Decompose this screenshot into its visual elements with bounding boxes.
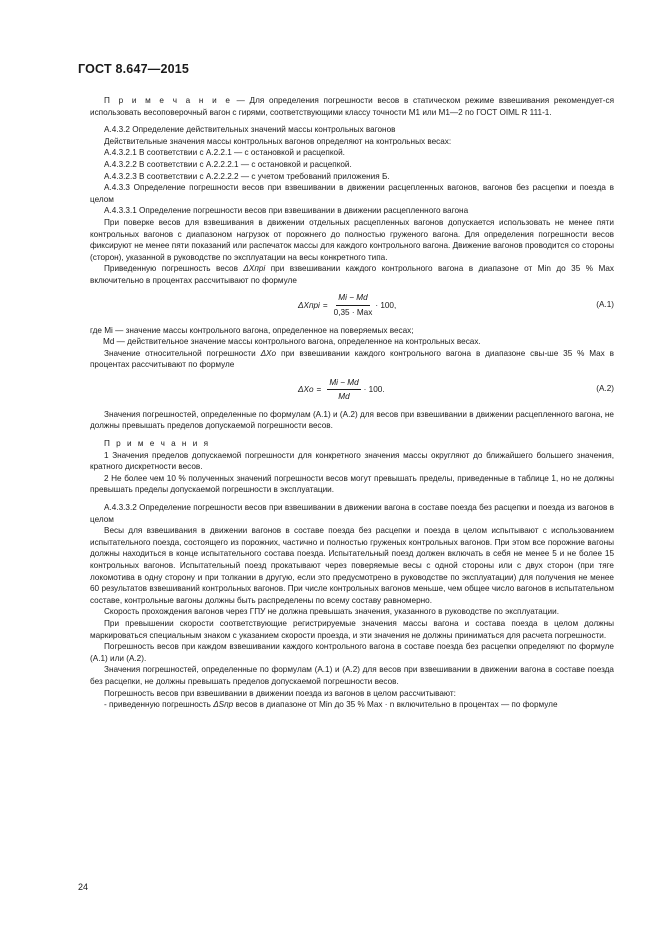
note-item-2: 2 Не более чем 10 % полученных значений погрешности весов могут превышать пределы, приведенные в таблице 1, но не должны превышать пределы допускаемой погрешности в эксплуатации.: [90, 473, 614, 495]
section-a4-3-2: А.4.3.2 Определение действительных значений массы контрольных вагонов: [104, 125, 396, 135]
section-a4-3-2-1: А.4.3.2.1 В соответствии с А.2.2.1 — с остановкой и расцепкой.: [104, 148, 345, 158]
page-number: 24: [78, 882, 89, 892]
note-label: П р и м е ч а н и е: [104, 96, 232, 105]
where-mi: где Mi — значение массы контрольного вагона, определенное на поверяемых весах;: [90, 325, 414, 335]
speed-paragraph: Скорость прохождения вагонов через ГПУ не должна превышать значения, указанного в руководстве по эксплуатации.: [104, 607, 559, 617]
notes-label: [90, 438, 614, 450]
note-paragraph: [90, 95, 614, 118]
section-a4-3-2-3: А.4.3.2.3 В соответствии с А.2.2.2.2 — с учетом требований приложения Б.: [104, 171, 390, 181]
last-text-a: - приведенную погрешность: [104, 700, 214, 710]
notes-label-text: П р и м е ч а н и я: [104, 439, 211, 449]
last-text-b: весов в диапазоне от Min до 35 % Max · n включительно в процентах — по формуле: [233, 700, 558, 710]
formula-a2-denominator: Md: [338, 392, 350, 402]
section-a4-3-3: А.4.3.3 Определение погрешности весов при взвешивании в движении расцепленных вагонов, вагонов без расцепки и поезда в целом: [90, 183, 614, 204]
formula-a1-lhs: ΔXпрi: [298, 300, 320, 310]
formula-a1-denominator: 0,35 · Max: [333, 308, 373, 317]
formula-a2-lhs: ΔXо: [298, 385, 314, 395]
formula-a2-numerator: Mi − Md: [327, 377, 360, 391]
formula-a2-fraction: [327, 377, 360, 403]
note-item-1: 1 Значения пределов допускаемой погрешности для конкретного значения массы округляют до ближайшего большего значения, кратного дискретности весов.: [90, 450, 614, 472]
reduced-error-paragraph: [90, 263, 614, 286]
error-each-paragraph: Погрешность весов при каждом взвешивании каждого контрольного вагона в составе поезда без расцепки определяют по формуле (А.1) или (А.2).: [90, 642, 614, 663]
section-a4-3-3-2: А.4.3.3.2 Определение погрешности весов при взвешивании в движении вагона в составе поезда без расцепки и поезда из вагонов в целом: [90, 503, 614, 524]
last-paragraph: [90, 699, 614, 711]
note-text: — Для определения погрешности весов в статическом режиме взвешивания рекомендует-ся использовать весоповерочный вагон с гирями, соответствующими классу точности M1 или M1—2 по ГОСТ OIML R 111-1.: [90, 96, 614, 117]
verification-paragraph: При поверке весов для взвешивания в движении отдельных расцепленных вагонов допускается использовать не менее пяти контрольных вагонов с диапазоном нагрузок от порожнего до полностью груженого вагона. Для определения погрешности весов фиксируют не менее пяти показаний или распечаток массы для каждого контрольного вагона. Движение вагонов проводится со стороны (сторон), указанной в руководстве по эксплуатации на весы конкретного типа.: [90, 217, 614, 262]
formula-a1-fraction: [334, 292, 373, 318]
relative-error-text-a: Значение относительной погрешности: [104, 348, 261, 358]
reduced-error-text-b: при взвешивании каждого контрольного вагона в диапазоне от Min до 35 % Max включительно в процентах рассчитывают по формуле: [90, 264, 614, 285]
section-a4-3-2-2: А.4.3.2.2 В соответствии с А.2.2.2.1 — с остановкой и расцепкой.: [104, 159, 352, 169]
formula-a2-tail: · 100.: [363, 385, 385, 395]
formula-a1-equals: =: [322, 300, 328, 310]
formula-a1-tail: · 100,: [375, 300, 397, 310]
formula-a2-equals: =: [316, 385, 322, 395]
relative-error-paragraph: [90, 348, 614, 371]
exceed-paragraph: При превышении скорости соответствующие регистрируемые значения массы вагона и состава поезда в целом должны маркироваться специальным знаком с указанием скорости проезда, и эти значения не должны приниматься для расчета погрешности.: [90, 618, 614, 640]
section-a4-3-2-intro: Действительные значения массы контрольных вагонов определяют на контрольных весах:: [104, 136, 452, 146]
formula-a1-number: (А.1): [596, 299, 614, 309]
formula-a1-numerator: Mi − Md: [336, 292, 369, 306]
reduced-error-text-a: Приведенную погрешность весов: [104, 264, 244, 274]
error-train-paragraph: Погрешность весов при взвешивании в движении поезда из вагонов в целом рассчитывают:: [104, 688, 456, 698]
train-paragraph: Весы для взвешивания в движении вагонов в составе поезда без расцепки и поезда в целом испытывают с использованием испытательного поезда, состоящего из порожних, частично и полностью груженых контрольных вагонов. При этом все порожние вагоны должны находиться в конце испытательного состава поезда. Испытательный поезд должен включать в себя не менее 5 и не более 15 контрольных вагонов. Испытательный поезд прокатывают через поверяемые весы с одной стороны или с двух сторон (при тяге локомотива в одну сторону и при толкании в другую, если это предусмотрено в руководстве по эксплуатации) для получения не менее 60 результатов взвешиваний контрольных вагонов. При числе контрольных вагонов меньше, чем общее число вагонов в испытательном составе, контрольные вагоны должны быть распределены по всему составу равномерно.: [90, 526, 614, 605]
reduced-error-symbol: ΔXпрi: [243, 264, 266, 274]
formula-a1: [90, 289, 614, 323]
formula-a2-number: (А.2): [596, 383, 614, 393]
section-a4-3-3-1: А.4.3.3.1 Определение погрешности весов при взвешивании в движении расцепленного вагона: [104, 206, 469, 216]
error-values-paragraph: Значения погрешностей, определенные по формулам (А.1) и (А.2) для весов при взвешивании в движении вагона в составе поезда без расцепки, не должны превышать пределов допускаемой погрешности весов.: [90, 665, 614, 686]
last-symbol: ΔSпр: [213, 700, 234, 710]
formula-a2: [90, 373, 614, 407]
page-content: [90, 95, 614, 711]
values-paragraph: Значения погрешностей, определенные по формулам (А.1) и (А.2) для весов при взвешивании в движении расцепленного вагона, не должны превышать пределов допускаемой погрешности весов.: [90, 409, 614, 431]
where-md: Md — действительное значение массы контрольного вагона, определенное на контрольных весах.: [103, 337, 481, 347]
relative-error-text-b: при взвешивании каждого контрольного вагона в диапазоне свы-ше 35 % Max в процентах рассчитывают по формуле: [90, 348, 614, 370]
relative-error-symbol: ΔXо: [260, 348, 277, 358]
standard-header: ГОСТ 8.647—2015: [78, 62, 190, 76]
